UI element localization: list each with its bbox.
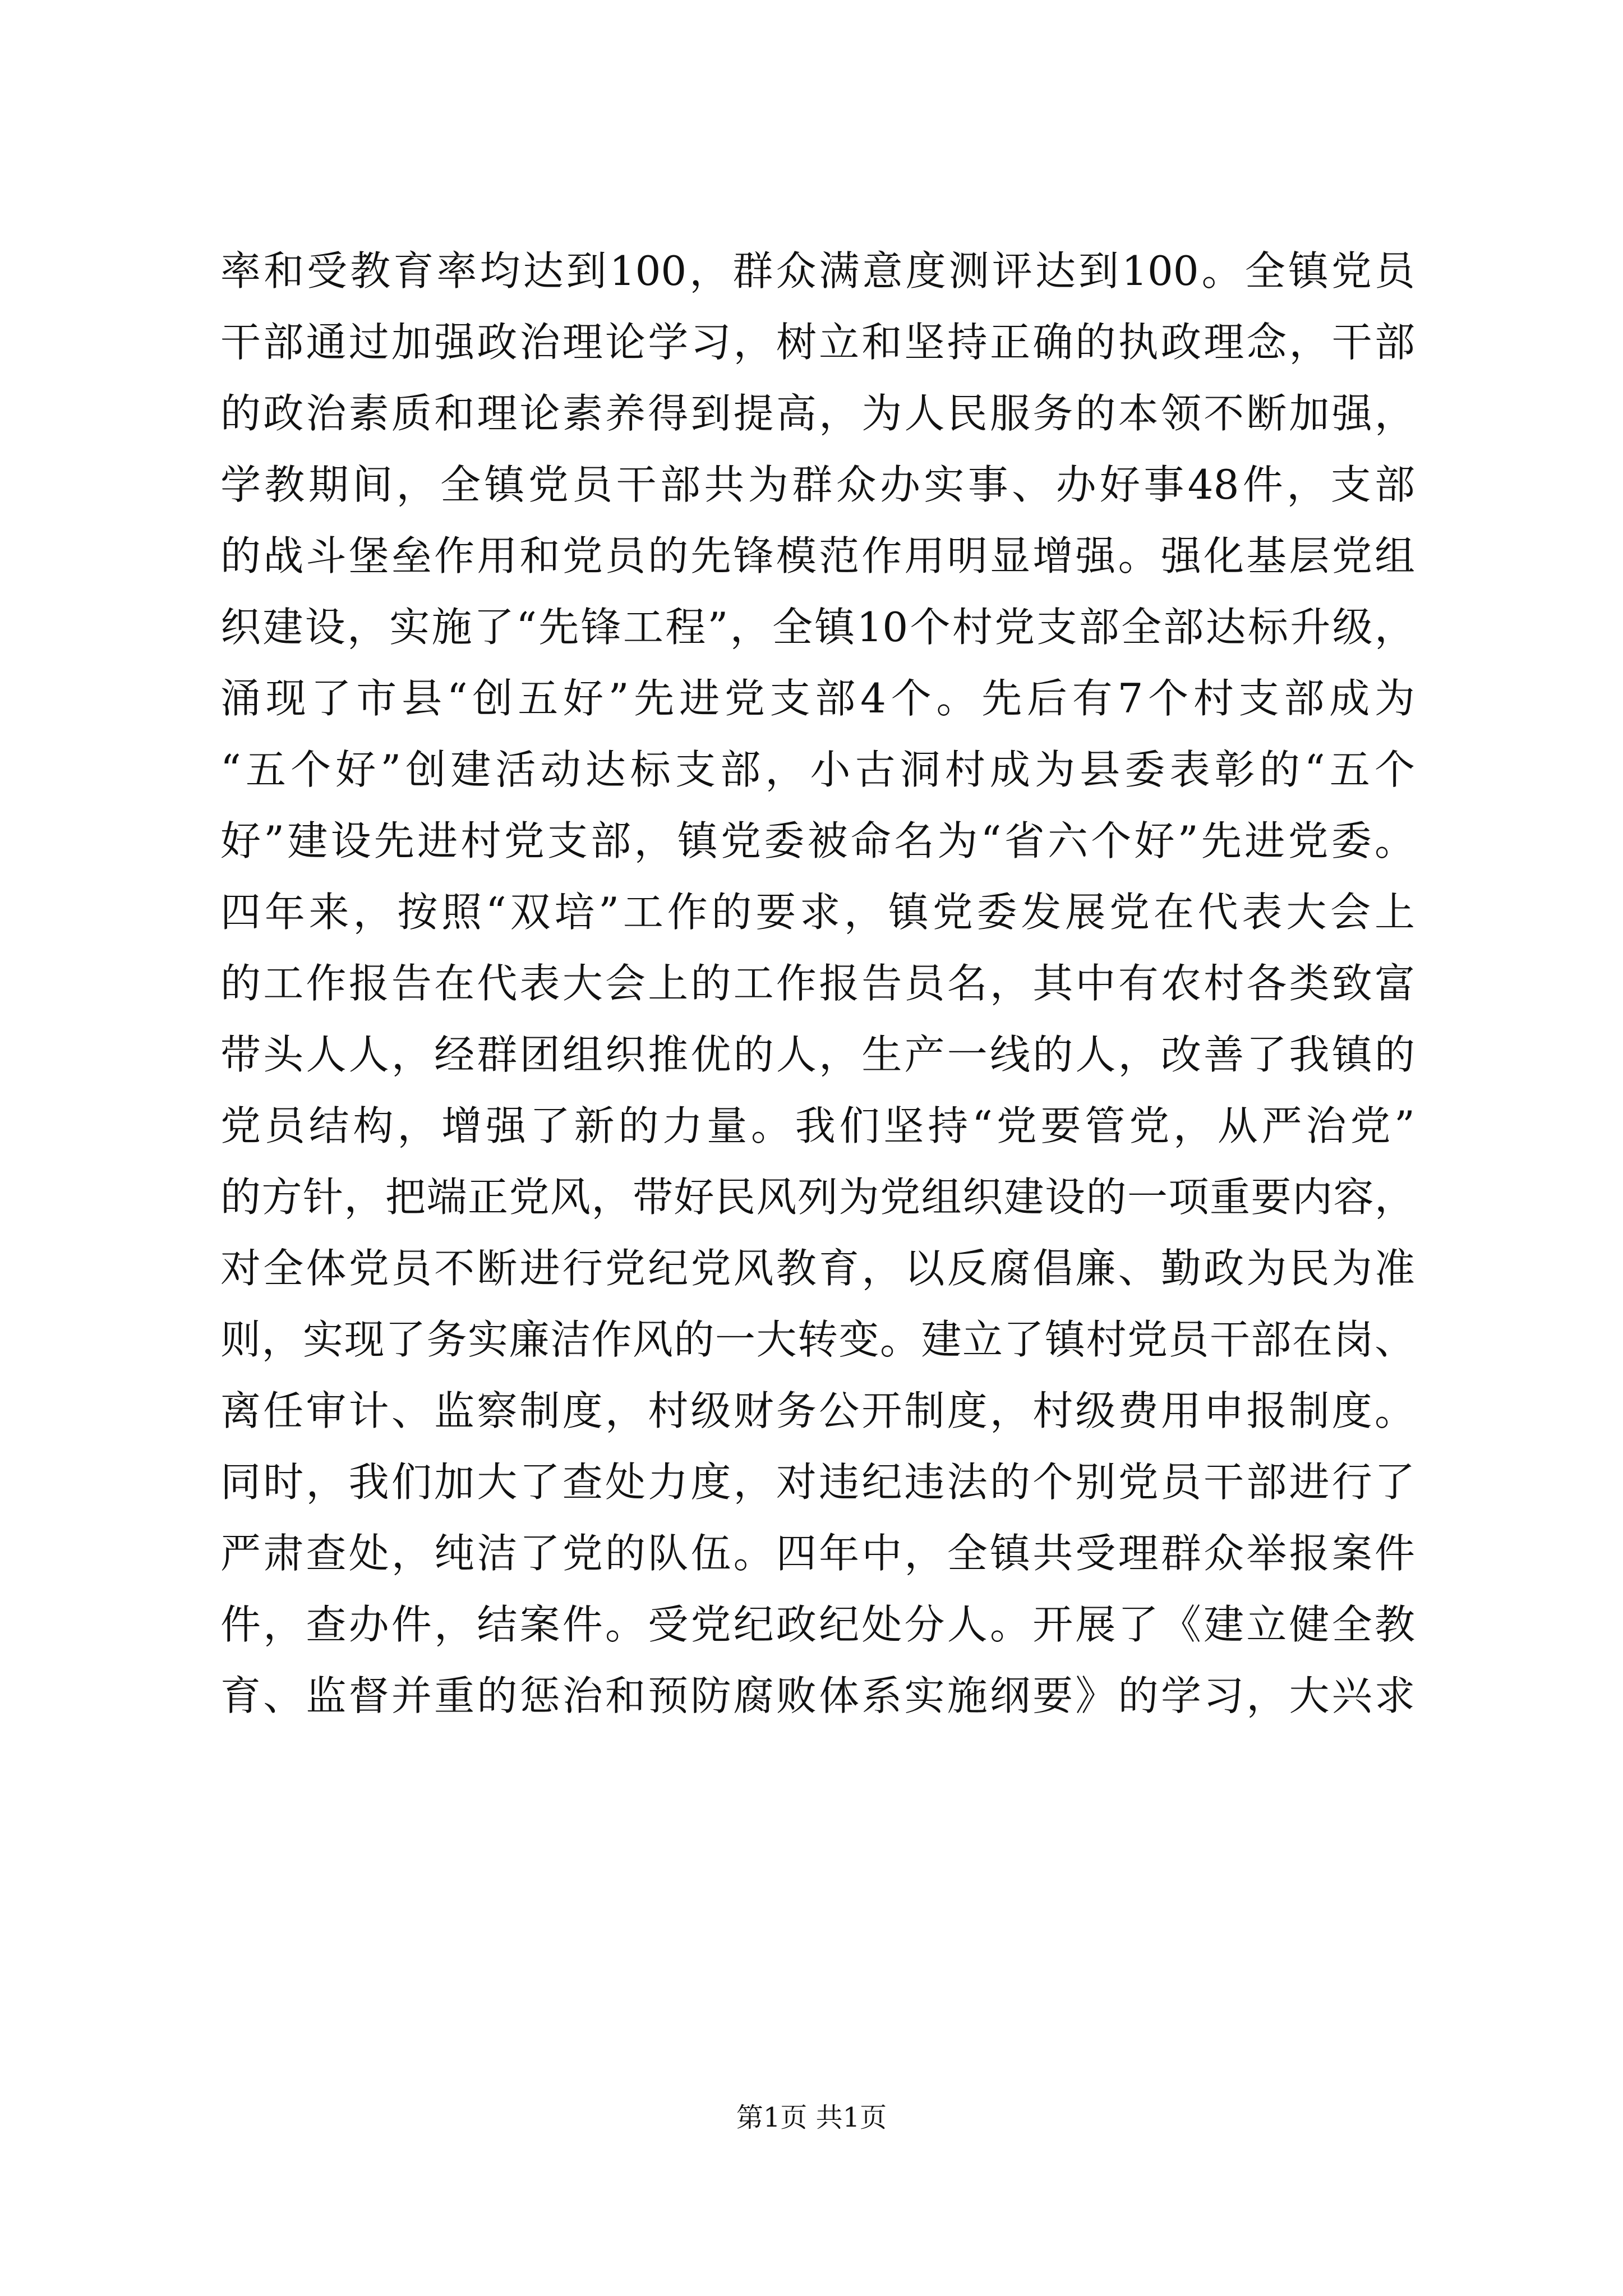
text-line: 严肃查处，纯洁了党的队伍。四年中，全镇共受理群众举报案件 [220,1530,1415,1577]
text-line: 对全体党员不断进行党纪党风教育，以反腐倡廉、勤政为民为准 [220,1245,1415,1292]
text-line: 的政治素质和理论素养得到提高，为人民服务的本领不断加强， [220,390,1415,437]
text-line: 的工作报告在代表大会上的工作报告员名，其中有农村各类致富 [220,960,1415,1007]
text-line: 同时，我们加大了查处力度，对违纪违法的个别党员干部进行了 [220,1458,1415,1506]
text-line: 党员结构，增强了新的力量。我们坚持“党要管党，从严治党” [220,1102,1415,1149]
body-text [220,236,1415,1732]
text-line: 件，查办件，结案件。受党纪政纪处分人。开展了《建立健全教 [220,1601,1415,1648]
text-line: 育、监督并重的惩治和预防腐败体系实施纲要》的学习，大兴求 [220,1672,1415,1719]
page-footer: 第1页 共1页 [736,2102,887,2133]
text-line: 四年来，按照“双培”工作的要求，镇党委发展党在代表大会上 [220,889,1415,936]
text-line: 织建设，实施了“先锋工程”，全镇10个村党支部全部达标升级， [220,604,1415,651]
text-line: 涌现了市县“创五好”先进党支部4个。先后有7个村支部成为 [220,675,1415,722]
text-line: 的方针，把端正党风，带好民风列为党组织建设的一项重要内容， [220,1174,1415,1221]
text-line: 离任审计、监察制度，村级财务公开制度，村级费用申报制度。 [220,1387,1415,1434]
text-line: “五个好”创建活动达标支部，小古洞村成为县委表彰的“五个 [220,746,1415,793]
text-line: 带头人人，经群团组织推优的人，生产一线的人，改善了我镇的 [220,1031,1415,1078]
text-line: 的战斗堡垒作用和党员的先锋模范作用明显增强。强化基层党组 [220,532,1415,579]
text-line: 干部通过加强政治理论学习，树立和坚持正确的执政理念，干部 [220,319,1415,366]
text-line: 率和受教育率均达到100，群众满意度测评达到100。全镇党员 [220,247,1415,295]
text-line: 好”建设先进村党支部，镇党委被命名为“省六个好”先进党委。 [220,817,1415,864]
text-line: 学教期间，全镇党员干部共为群众办实事、办好事48件，支部 [220,461,1415,508]
text-line: 则，实现了务实廉洁作风的一大转变。建立了镇村党员干部在岗、 [220,1316,1415,1363]
